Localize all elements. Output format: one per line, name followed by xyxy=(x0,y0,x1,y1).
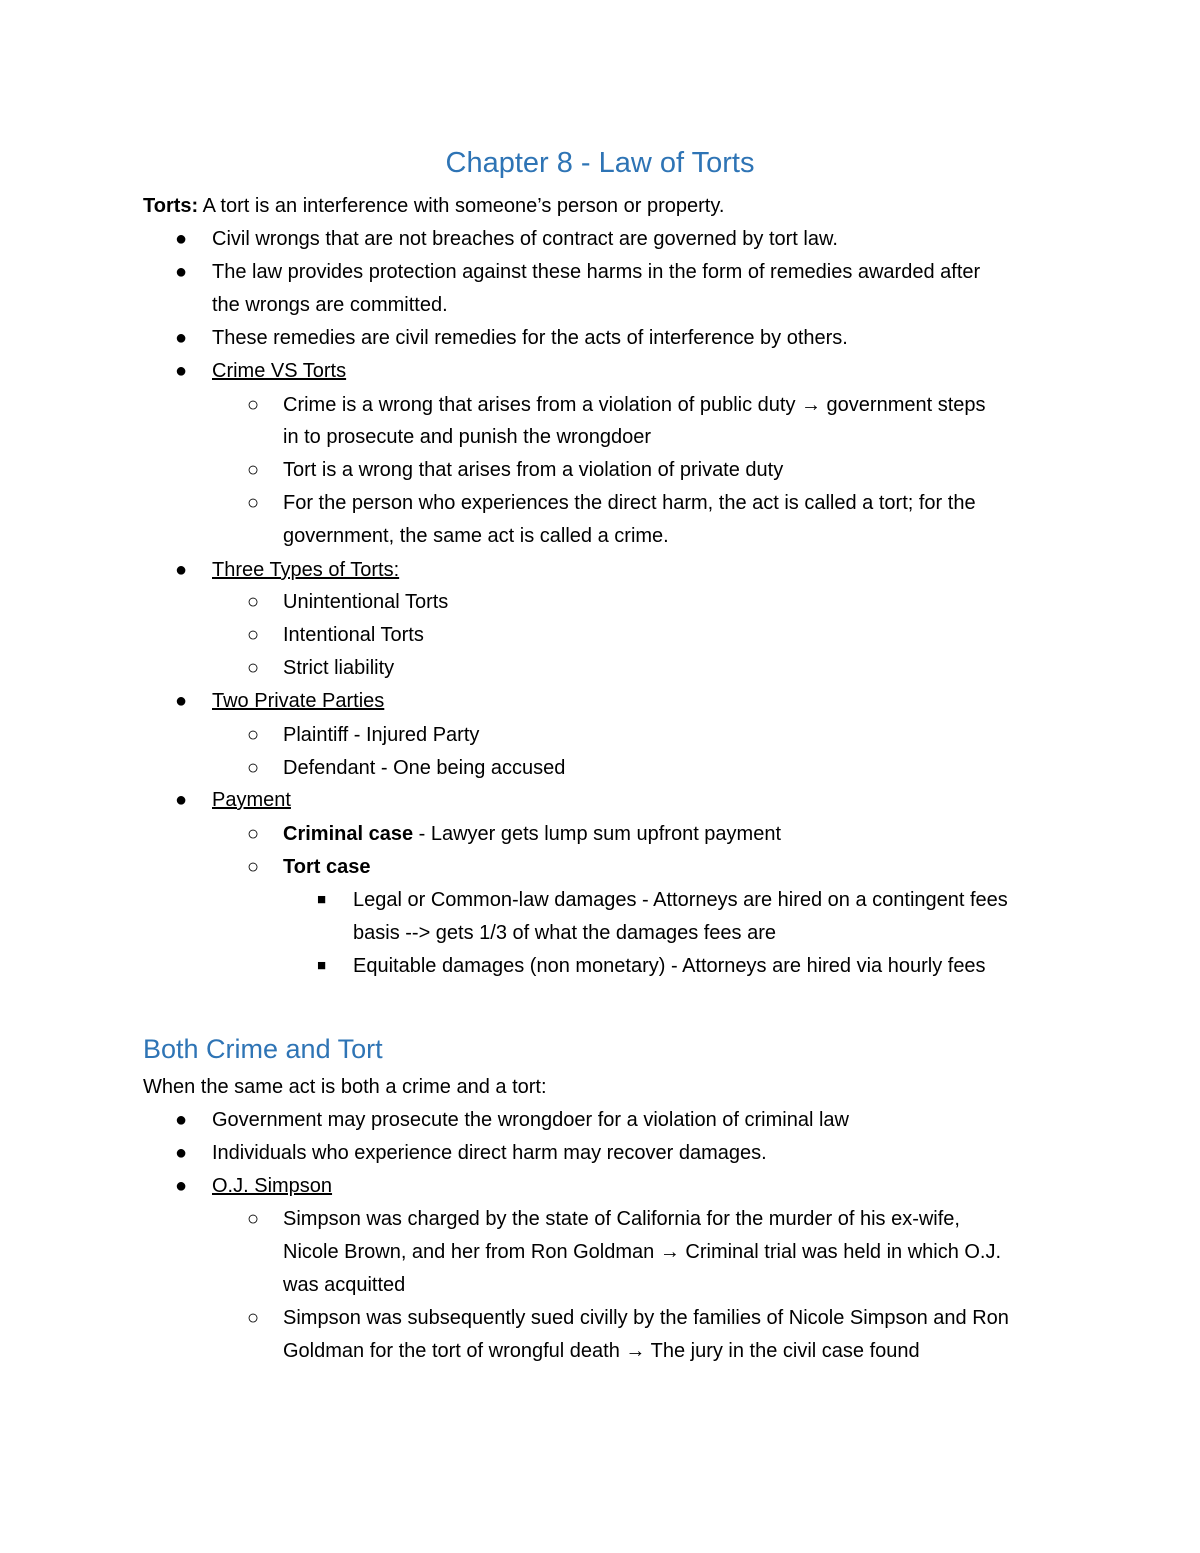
list-item: Tort is a wrong that arises from a violation of private duty xyxy=(283,459,784,481)
list-item: These remedies are civil remedies for the acts of interference by others. xyxy=(212,327,848,349)
page-title: Chapter 8 - Law of Torts xyxy=(445,147,755,179)
three-types-heading: Three Types of Torts: xyxy=(212,559,400,581)
bullet-icon: ● xyxy=(175,228,188,250)
list-item-continued: in to prosecute and punish the wrongdoer xyxy=(283,426,652,448)
two-parties-heading: Two Private Parties xyxy=(212,690,385,712)
list-item: Intentional Torts xyxy=(283,624,424,646)
criminal-case-label: Criminal case xyxy=(283,823,414,845)
list-item: The law provides protection against these harms in the form of remedies awarded after xyxy=(212,261,981,283)
list-item: Government may prosecute the wrongdoer for a violation of criminal law xyxy=(212,1109,849,1131)
circle-bullet-icon: ○ xyxy=(247,823,260,845)
bullet-icon: ● xyxy=(175,360,188,382)
circle-bullet-icon: ○ xyxy=(247,1208,260,1230)
bullet-icon: ● xyxy=(175,789,188,811)
list-item: Equitable damages (non monetary) - Attorneys are hired via hourly fees xyxy=(353,955,986,977)
bullet-icon: ● xyxy=(175,559,188,581)
bullet-icon: ● xyxy=(175,261,188,283)
circle-bullet-icon: ○ xyxy=(247,591,260,613)
tort-case-label: Tort case xyxy=(283,856,371,878)
list-item: Individuals who experience direct harm may recover damages. xyxy=(212,1142,767,1164)
circle-bullet-icon: ○ xyxy=(247,394,260,416)
section-intro: When the same act is both a crime and a tort: xyxy=(143,1076,547,1098)
circle-bullet-icon: ○ xyxy=(247,459,260,481)
bullet-icon: ● xyxy=(175,690,188,712)
list-item: Defendant - One being accused xyxy=(283,757,566,779)
section-heading: Both Crime and Tort xyxy=(143,1034,383,1064)
intro-label: Torts: xyxy=(143,195,199,217)
list-item-continued: government, the same act is called a crime. xyxy=(283,525,669,547)
criminal-case-line xyxy=(283,821,781,847)
bullet-icon: ● xyxy=(175,1175,188,1197)
circle-bullet-icon: ○ xyxy=(247,757,260,779)
list-item: Unintentional Torts xyxy=(283,591,449,613)
crime-vs-torts-heading: Crime VS Torts xyxy=(212,360,347,382)
list-item: Civil wrongs that are not breaches of contract are governed by tort law. xyxy=(212,228,838,250)
list-item-continued: was acquitted xyxy=(283,1274,406,1296)
list-item: Simpson was subsequently sued civilly by the families of Nicole Simpson and Ron xyxy=(283,1307,1009,1329)
intro-line xyxy=(143,193,724,219)
payment-heading: Payment xyxy=(212,789,291,811)
list-item: Strict liability xyxy=(283,657,395,679)
intro-text: A tort is an interference with someone’s person or property. xyxy=(198,195,725,217)
bullet-icon: ● xyxy=(175,1109,188,1131)
list-item: For the person who experiences the direct harm, the act is called a tort; for the xyxy=(283,492,976,514)
list-item-continued: Nicole Brown, and her from Ron Goldman → Criminal trial was held in which O.J. xyxy=(283,1241,1002,1263)
circle-bullet-icon: ○ xyxy=(247,657,260,679)
circle-bullet-icon: ○ xyxy=(247,624,260,646)
square-bullet-icon: ■ xyxy=(317,957,327,974)
list-item-continued: basis --> gets 1/3 of what the damages fees are xyxy=(353,922,777,944)
list-item: Simpson was charged by the state of California for the murder of his ex-wife, xyxy=(283,1208,960,1230)
circle-bullet-icon: ○ xyxy=(247,724,260,746)
criminal-case-text: - Lawyer gets lump sum upfront payment xyxy=(413,823,782,845)
square-bullet-icon: ■ xyxy=(317,891,327,908)
circle-bullet-icon: ○ xyxy=(247,856,260,878)
list-item: Legal or Common-law damages - Attorneys are hired on a contingent fees xyxy=(353,889,1008,911)
list-item-continued: Goldman for the tort of wrongful death → The jury in the civil case found xyxy=(283,1340,920,1362)
list-item: Crime is a wrong that arises from a violation of public duty → government steps xyxy=(283,394,986,416)
oj-simpson-heading: O.J. Simpson xyxy=(212,1175,333,1197)
bullet-icon: ● xyxy=(175,1142,188,1164)
list-item: Plaintiff - Injured Party xyxy=(283,724,480,746)
circle-bullet-icon: ○ xyxy=(247,1307,260,1329)
list-item-continued: the wrongs are committed. xyxy=(212,294,448,316)
circle-bullet-icon: ○ xyxy=(247,492,260,514)
bullet-icon: ● xyxy=(175,327,188,349)
